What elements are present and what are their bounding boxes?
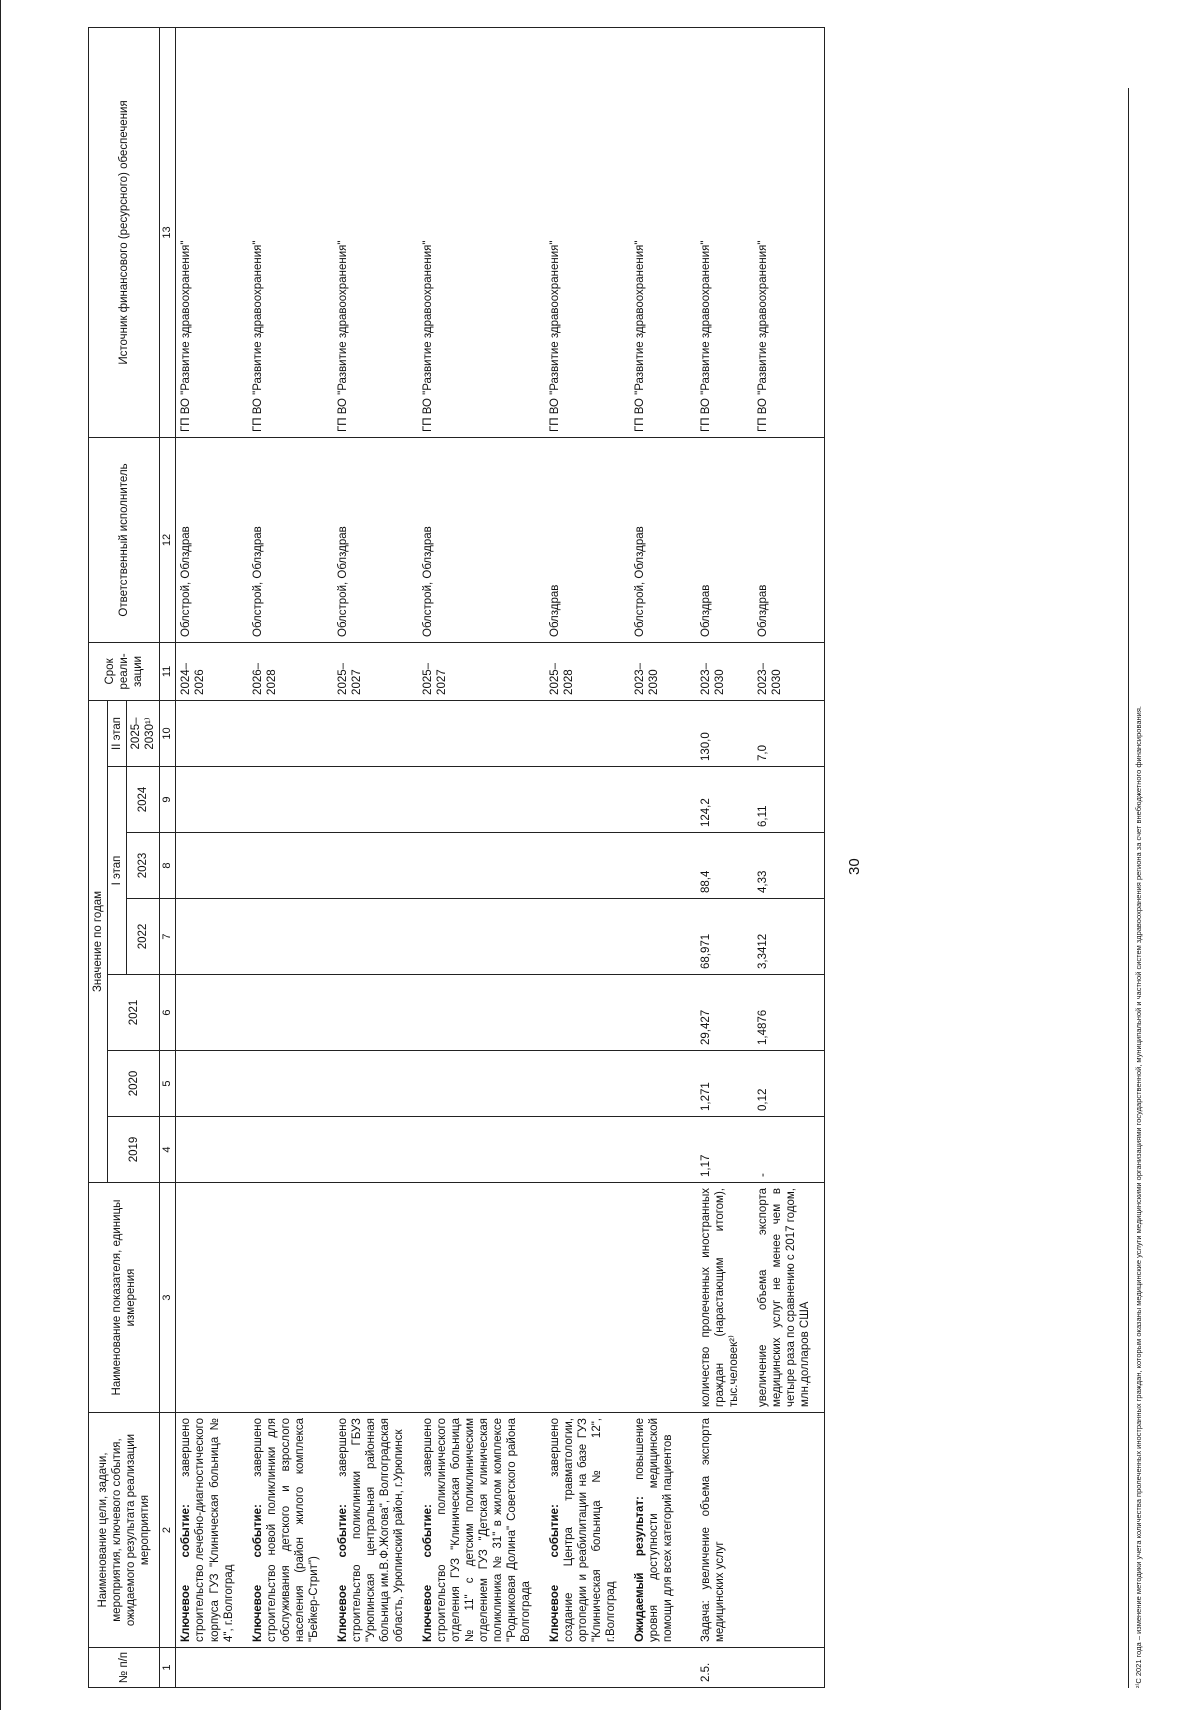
term-cell: 2023–2030: [630, 642, 687, 700]
value-2021: 1,4876: [753, 975, 825, 1051]
row-number: [333, 1648, 418, 1688]
value-2021: [333, 975, 418, 1051]
value-2021: 29,427: [687, 975, 753, 1051]
measure-description: Задача: увеличение объема экспорта медицинских услуг: [699, 1418, 726, 1642]
source-cell: ГП ВО "Развитие здравоохранения": [753, 27, 825, 437]
value-2021: [176, 975, 248, 1051]
table-body: [176, 27, 825, 1687]
executor-cell: Облздрав: [687, 437, 753, 642]
measure-name-cell: [418, 1413, 545, 1648]
value-2025-2030: 130,0: [687, 700, 753, 766]
header-stage-1: I этап: [108, 767, 127, 975]
header-source: Источник финансового (ресурсного) обеспечения: [89, 27, 160, 437]
table-row: [753, 27, 825, 1687]
row-number: [176, 1648, 248, 1688]
header-2025-2030: 2025–2030¹⁾: [127, 700, 160, 766]
indicator-cell: [630, 1183, 687, 1413]
executor-cell: Облздрав: [753, 437, 825, 642]
value-2022: 3,3412: [753, 899, 825, 975]
executor-cell: Облстрой, Облздрав: [176, 437, 248, 642]
measure-type-label: Ключевое событие:: [336, 1504, 349, 1642]
value-2022: 68,971: [687, 899, 753, 975]
header-values-by-year: Значение по годам: [89, 700, 108, 1182]
value-2021: [630, 975, 687, 1051]
value-2023: [418, 833, 545, 899]
table-header: [89, 27, 176, 1687]
source-cell: ГП ВО "Развитие здравоохранения": [687, 27, 753, 437]
value-2024: 6,11: [753, 767, 825, 833]
measure-description: завершено строительство новой поликлиники для обслуживания детского и взрослого населения (район жилого комплекса "Бейкер-Стрит"): [251, 1418, 320, 1642]
source-cell: ГП ВО "Развитие здравоохранения": [333, 27, 418, 437]
measure-type-label: Ожидаемый результат:: [633, 1496, 646, 1642]
value-2020: [248, 1051, 333, 1117]
value-2023: [333, 833, 418, 899]
value-2021: [418, 975, 545, 1051]
row-number: [418, 1648, 545, 1688]
measure-name-cell: [333, 1413, 418, 1648]
measure-name-cell: [176, 1413, 248, 1648]
column-number: 11: [160, 642, 176, 700]
value-2019: -: [753, 1117, 825, 1183]
table-row: [687, 27, 753, 1687]
column-number: 2: [160, 1413, 176, 1648]
value-2025-2030: [176, 700, 248, 766]
source-cell: ГП ВО "Развитие здравоохранения": [630, 27, 687, 437]
source-cell: ГП ВО "Развитие здравоохранения": [248, 27, 333, 437]
value-2023: [545, 833, 630, 899]
value-2025-2030: [333, 700, 418, 766]
indicator-cell: [248, 1183, 333, 1413]
value-2022: [418, 899, 545, 975]
executor-cell: Облстрой, Облздрав: [418, 437, 545, 642]
value-2024: [545, 767, 630, 833]
measure-description: повышение уровня доступности медицинской помощи для всех категорий пациентов: [633, 1418, 674, 1642]
indicator-cell: количество пролеченных иностранных граждан (нарастающим итогом), тыс.человек²⁾: [687, 1183, 753, 1413]
column-number: 6: [160, 975, 176, 1051]
header-term: Срок реали-зации: [89, 642, 160, 700]
executor-cell: Облстрой, Облздрав: [630, 437, 687, 642]
measure-description: завершено строительство поликлинического отделения ГУЗ "Клиническая больница № 11" с детским поликлиническим отделением ГУЗ "Детская клиническая поликлиника № 31" в жилом комплексе "Родниковая Долина" Советского района Волгограда: [421, 1418, 532, 1642]
measure-description: завершено строительство лечебно-диагностического корпуса ГУЗ "Клиническая больница № 4", г.Волгоград: [180, 1418, 235, 1642]
column-number: 7: [160, 899, 176, 975]
table-row: [333, 27, 418, 1687]
term-cell: 2025–2027: [333, 642, 418, 700]
measure-description: завершено строительство поликлиники ГБУЗ "Урюпинская центральная районная больница им.В.Ф.Жогова", Волгоградская область, Урюпинский район, г.Урюпинск: [336, 1418, 405, 1642]
column-number: 3: [160, 1183, 176, 1413]
value-2025-2030: [630, 700, 687, 766]
table-row: [248, 27, 333, 1687]
value-2019: [248, 1117, 333, 1183]
column-number: 13: [160, 27, 176, 437]
value-2019: [176, 1117, 248, 1183]
value-2024: [418, 767, 545, 833]
value-2020: 0,12: [753, 1051, 825, 1117]
indicator-cell: увеличение объема экспорта медицинских услуг не менее чем в четыре раза по сравнению с 2017 годом, млн.долларов США: [753, 1183, 825, 1413]
indicator-cell: [418, 1183, 545, 1413]
value-2020: [545, 1051, 630, 1117]
header-2019: 2019: [108, 1117, 160, 1183]
header-stage-2: II этап: [108, 700, 127, 766]
value-2024: 124,2: [687, 767, 753, 833]
table-row: [176, 27, 248, 1687]
term-cell: 2023–2030: [753, 642, 825, 700]
header-name: Наименование цели, задачи, мероприятия, ключевого события, ожидаемого результата реализации мероприятия: [89, 1413, 160, 1648]
header-2021: 2021: [108, 975, 160, 1051]
measure-description: завершено создание Центра травматологии, ортопедии и реабилитации на базе ГУЗ "Клиническая больница № 12", г.Волгоград: [548, 1418, 617, 1642]
value-2021: [545, 975, 630, 1051]
indicator-cell: [176, 1183, 248, 1413]
value-2023: 4,33: [753, 833, 825, 899]
source-cell: ГП ВО "Развитие здравоохранения": [176, 27, 248, 437]
value-2024: [176, 767, 248, 833]
value-2022: [248, 899, 333, 975]
term-cell: 2025–2027: [418, 642, 545, 700]
measure-type-label: Ключевое событие:: [421, 1504, 434, 1642]
program-table: [88, 27, 825, 1688]
value-2021: [248, 975, 333, 1051]
row-number: [753, 1648, 825, 1688]
page-number: 30: [846, 858, 863, 875]
value-2025-2030: 7,0: [753, 700, 825, 766]
value-2023: [248, 833, 333, 899]
table-row: [630, 27, 687, 1687]
value-2020: [630, 1051, 687, 1117]
value-2025-2030: [418, 700, 545, 766]
column-number: 5: [160, 1051, 176, 1117]
measure-name-cell: [630, 1413, 687, 1648]
header-indicator: Наименование показателя, единицы измерения: [89, 1183, 160, 1413]
value-2025-2030: [248, 700, 333, 766]
value-2024: [630, 767, 687, 833]
indicator-cell: [545, 1183, 630, 1413]
value-2022: [333, 899, 418, 975]
executor-cell: Облстрой, Облздрав: [248, 437, 333, 642]
column-number-row: [160, 27, 176, 1687]
table-row: [418, 27, 545, 1687]
row-number: [248, 1648, 333, 1688]
value-2022: [630, 899, 687, 975]
row-number: [545, 1648, 630, 1688]
value-2019: [418, 1117, 545, 1183]
term-cell: 2024–2026: [176, 642, 248, 700]
header-2020: 2020: [108, 1051, 160, 1117]
header-2022: 2022: [127, 899, 160, 975]
row-number: [630, 1648, 687, 1688]
value-2020: [176, 1051, 248, 1117]
column-number: 8: [160, 833, 176, 899]
value-2019: [545, 1117, 630, 1183]
term-cell: 2023–2030: [687, 642, 753, 700]
measure-type-label: Ключевое событие:: [180, 1504, 193, 1642]
value-2022: [176, 899, 248, 975]
column-number: 1: [160, 1648, 176, 1688]
header-2023: 2023: [127, 833, 160, 899]
value-2020: [418, 1051, 545, 1117]
value-2023: 88,4: [687, 833, 753, 899]
executor-cell: Облстрой, Облздрав: [333, 437, 418, 642]
indicator-cell: [333, 1183, 418, 1413]
value-2020: 1,271: [687, 1051, 753, 1117]
value-2022: [545, 899, 630, 975]
value-2019: [630, 1117, 687, 1183]
value-2024: [333, 767, 418, 833]
executor-cell: Облздрав: [545, 437, 630, 642]
source-cell: ГП ВО "Развитие здравоохранения": [418, 27, 545, 437]
column-number: 4: [160, 1117, 176, 1183]
column-number: 9: [160, 767, 176, 833]
value-2023: [176, 833, 248, 899]
column-number: 12: [160, 437, 176, 642]
measure-name-cell: [753, 1413, 825, 1648]
value-2020: [333, 1051, 418, 1117]
value-2019: 1,17: [687, 1117, 753, 1183]
header-2024: 2024: [127, 767, 160, 833]
value-2024: [248, 767, 333, 833]
measure-name-cell: [687, 1413, 753, 1648]
row-number: 2.5.: [687, 1648, 753, 1688]
header-executor: Ответственный исполнитель: [89, 437, 160, 642]
value-2019: [333, 1117, 418, 1183]
term-cell: 2026–2028: [248, 642, 333, 700]
measure-type-label: Ключевое событие:: [548, 1504, 561, 1642]
measure-name-cell: [248, 1413, 333, 1648]
term-cell: 2025–2028: [545, 642, 630, 700]
value-2023: [630, 833, 687, 899]
header-no: № п/п: [89, 1648, 160, 1688]
table-row: [545, 27, 630, 1687]
footnote: ²⁾С 2021 года – изменение методики учета количества пролеченных иностранных граждан, которым оказаны медицинские услуги медицинскими организациями государственной, муниципальной и частной систем здравоохранения региона за счет внебюджетного финансирования.: [1128, 88, 1143, 1688]
measure-name-cell: [545, 1413, 630, 1648]
column-number: 10: [160, 700, 176, 766]
source-cell: ГП ВО "Развитие здравоохранения": [545, 27, 630, 437]
value-2025-2030: [545, 700, 630, 766]
measure-type-label: Ключевое событие:: [251, 1504, 264, 1642]
